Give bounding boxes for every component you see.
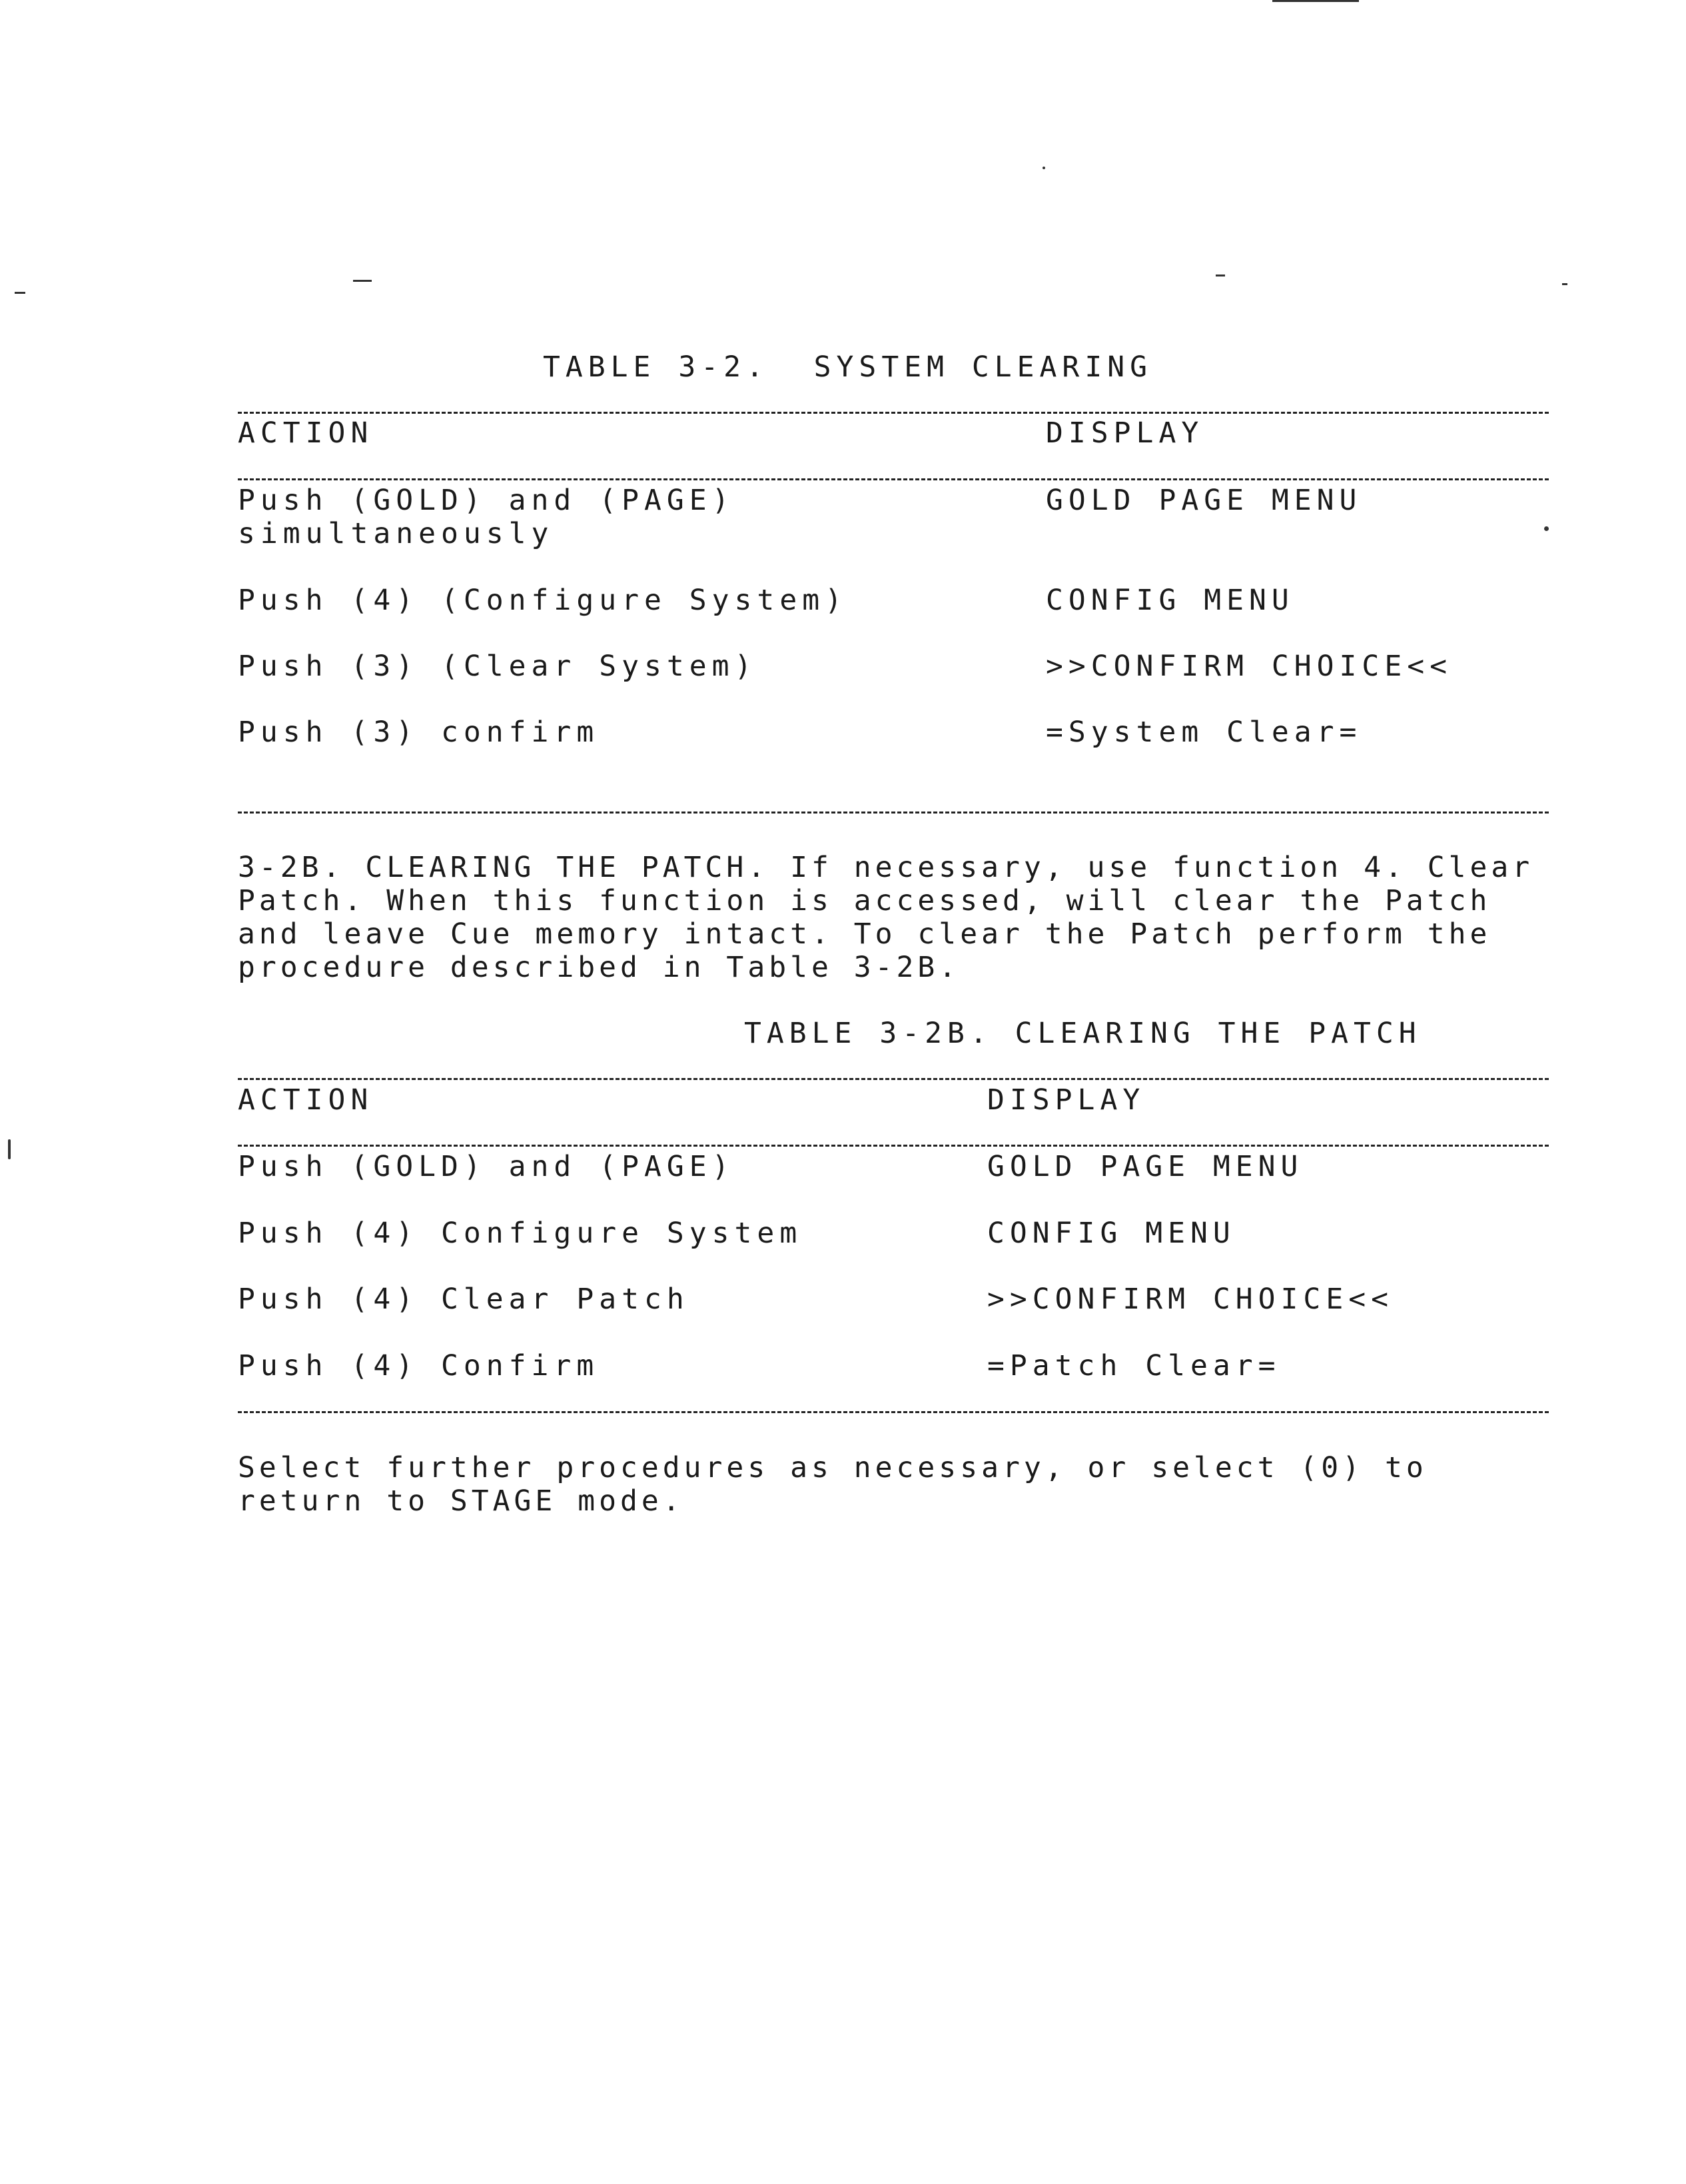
table2-header-rule bbox=[238, 1145, 1549, 1147]
table2-bottom-rule bbox=[238, 1411, 1549, 1413]
table2-row3-display: >>CONFIRM CHOICE<< bbox=[987, 1283, 1394, 1316]
table1-row3-display: >>CONFIRM CHOICE<< bbox=[1046, 650, 1452, 683]
table2-title: TABLE 3-2B. CLEARING THE PATCH bbox=[744, 1017, 1422, 1050]
table1-top-rule bbox=[238, 412, 1549, 414]
table2-row2-action: Push (4) Configure System bbox=[238, 1217, 803, 1250]
table1-row1-action: Push (GOLD) and (PAGE) bbox=[238, 484, 735, 517]
closing-paragraph: Select further procedures as necessary, or select (0) to return to STAGE mode. bbox=[238, 1451, 1428, 1518]
table2-row3-action: Push (4) Clear Patch bbox=[238, 1283, 689, 1316]
table1-row3-action: Push (3) (Clear System) bbox=[238, 650, 757, 683]
scan-speck bbox=[1562, 283, 1567, 285]
table2-header-display: DISPLAY bbox=[987, 1083, 1146, 1117]
table1-row1-action-cont: simultaneously bbox=[238, 517, 554, 550]
table1-row4-action: Push (3) confirm bbox=[238, 716, 600, 749]
table1-title: TABLE 3-2. SYSTEM CLEARING bbox=[543, 350, 1152, 384]
scan-speck bbox=[1272, 0, 1359, 2]
table1-row2-display: CONFIG MENU bbox=[1046, 584, 1294, 617]
table2-row1-display: GOLD PAGE MENU bbox=[987, 1150, 1304, 1183]
scan-speck bbox=[15, 292, 25, 294]
scan-speck bbox=[1043, 167, 1045, 169]
scan-speck bbox=[1216, 274, 1225, 276]
table1-header-display: DISPLAY bbox=[1046, 416, 1204, 450]
table1-header-rule bbox=[238, 478, 1549, 480]
table1-bottom-rule bbox=[238, 812, 1549, 814]
scan-speck bbox=[1544, 526, 1549, 531]
table2-top-rule bbox=[238, 1078, 1549, 1080]
table1-header-action: ACTION bbox=[238, 416, 374, 450]
table2-row2-display: CONFIG MENU bbox=[987, 1217, 1236, 1250]
table1-row1-display: GOLD PAGE MENU bbox=[1046, 484, 1362, 517]
table1-row4-display: =System Clear= bbox=[1046, 716, 1362, 749]
table1-row2-action: Push (4) (Configure System) bbox=[238, 584, 847, 617]
table2-header-action: ACTION bbox=[238, 1083, 374, 1117]
section-3-2b-paragraph: 3-2B. CLEARING THE PATCH. If necessary, use function 4. Clear Patch. When this function is accessed, will clear the Patch and leave Cue memory intact. To clear the Patch perform the procedure described in Table 3-2B. bbox=[238, 851, 1534, 984]
scan-speck bbox=[353, 280, 372, 282]
table2-row4-action: Push (4) Confirm bbox=[238, 1349, 600, 1382]
table2-row1-action: Push (GOLD) and (PAGE) bbox=[238, 1150, 735, 1183]
table2-row4-display: =Patch Clear= bbox=[987, 1349, 1281, 1382]
scan-speck bbox=[8, 1139, 11, 1159]
